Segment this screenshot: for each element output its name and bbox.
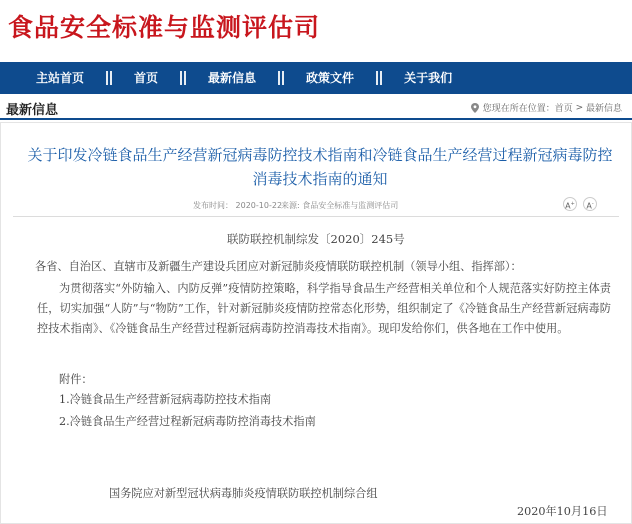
breadcrumb-bar <box>0 96 632 120</box>
attachment-link-1[interactable]: 1.冷链食品生产经营新冠病毒防控技术指南 <box>59 393 272 406</box>
meta-divider <box>13 216 619 217</box>
font-decrease-label: A <box>586 201 592 211</box>
article-panel <box>0 122 632 524</box>
signature-date: 2020年10月16日 <box>517 505 608 518</box>
article-source: 来源: 食品安全标准与监测评估司 <box>281 201 399 210</box>
nav-item-home[interactable]: 首页 <box>134 71 159 85</box>
font-increase-label: A <box>565 201 571 211</box>
nav-item-main-home[interactable]: 主站首页 <box>36 71 85 85</box>
breadcrumb <box>471 101 622 114</box>
breadcrumb-prefix: 您现在所在位置： <box>482 104 555 114</box>
article-meta <box>1 195 631 217</box>
breadcrumb-current[interactable]: 最新信息 <box>585 104 622 114</box>
location-pin-icon <box>471 103 479 113</box>
body-paragraph: 为贯彻落实“外防输入、内防反弹”疫情防控策略，科学指导食品生产经营相关单位和个人规范落实好防控主体责任，切实加强“人防”与“物防”工作，针对新冠肺炎疫情防控常态化形势，组织制定了《冷链食品生产经营新冠病毒防控技术指南》、《冷链食品生产经营过程新冠病毒防控消毒技术指南》。现印发给你们，供各地在工作中使用。 <box>37 282 611 335</box>
attachments-label: 附件： <box>59 373 93 386</box>
signature-organization: 国务院应对新型冠状病毒肺炎疫情联防联控机制综合组 <box>109 487 378 500</box>
site-title[interactable]: 食品安全标准与监测评估司 <box>8 13 321 42</box>
site-header <box>0 0 632 62</box>
font-increase-button[interactable]: A+ <box>563 197 577 211</box>
nav-item-latest[interactable]: 最新信息 <box>208 71 257 85</box>
main-nav <box>0 62 632 94</box>
document-number: 联防联控机制综发〔2020〕245号 <box>227 232 405 246</box>
recipients-line: 各省、自治区、直辖市及新疆生产建设兵团应对新冠肺炎疫情联防联控机制（领导小组、指挥部）： <box>35 260 522 273</box>
nav-item-about[interactable]: 关于我们 <box>404 71 453 85</box>
nav-item-policy[interactable]: 政策文件 <box>306 71 355 85</box>
font-decrease-button[interactable]: A- <box>583 197 597 211</box>
breadcrumb-separator: > <box>572 102 586 113</box>
section-title: 最新信息 <box>6 103 59 118</box>
attachment-link-2[interactable]: 2.冷链食品生产经营过程新冠病毒防控消毒技术指南 <box>59 415 316 428</box>
article-title: 关于印发冷链食品生产经营新冠病毒防控技术指南和冷链食品生产经营过程新冠病毒防控消毒技术指南的通知 <box>27 146 613 188</box>
publish-date: 发布时间： 2020-10-22 <box>193 201 283 210</box>
breadcrumb-home-link[interactable]: 首页 <box>554 104 573 114</box>
